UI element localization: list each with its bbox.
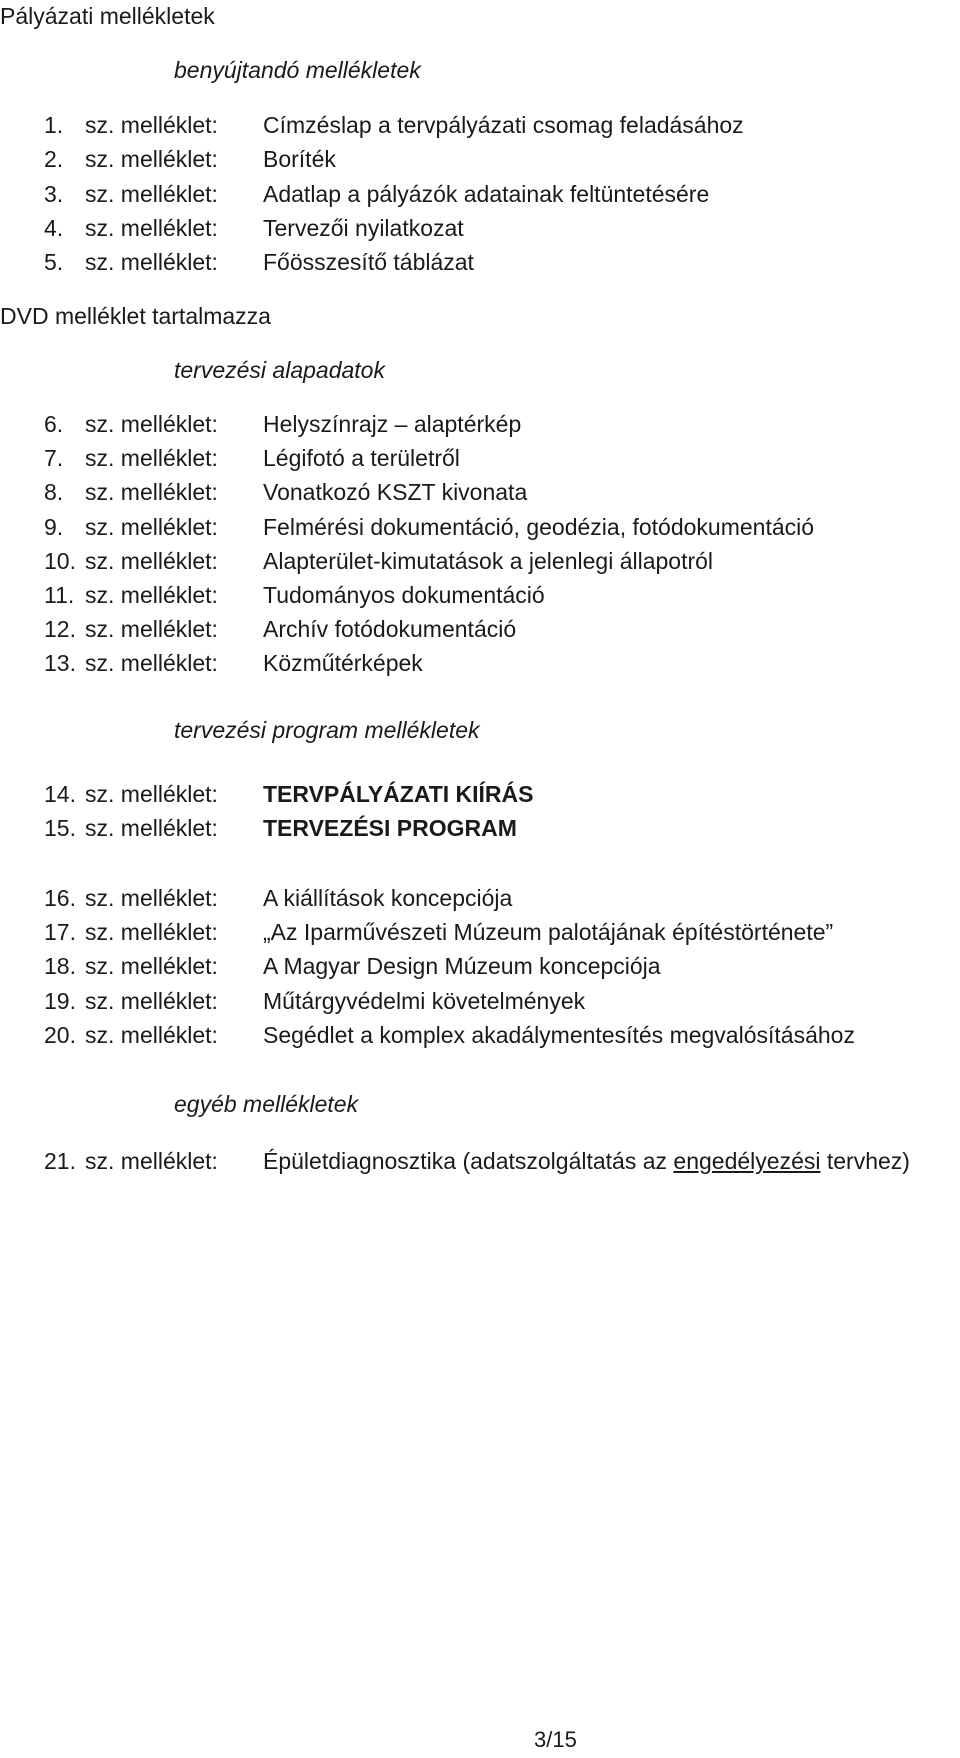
item-number: 1.	[44, 112, 64, 138]
item-number: 15.	[44, 815, 76, 841]
item-number: 4.	[44, 215, 64, 241]
item-description: Adatlap a pályázók adatainak feltüntetésére	[263, 181, 710, 207]
page-title: Pályázati mellékletek	[0, 3, 215, 29]
item-description: Közműtérképek	[263, 650, 423, 676]
item-number: 14.	[44, 781, 76, 807]
item-description: Főösszesítő táblázat	[263, 249, 474, 275]
item-description	[263, 1147, 910, 1175]
item-prefix: sz. melléklet:	[85, 953, 218, 979]
item-number: 18.	[44, 953, 76, 979]
list-item	[0, 581, 960, 609]
item-prefix: sz. melléklet:	[85, 548, 218, 574]
item-description: Légifotó a területről	[263, 445, 460, 471]
item-number: 13.	[44, 650, 76, 676]
item-number: 2.	[44, 146, 64, 172]
item-number: 16.	[44, 885, 76, 911]
item-description: Műtárgyvédelmi követelmények	[263, 988, 586, 1014]
item-description: Tudományos dokumentáció	[263, 582, 545, 608]
section-heading-alapadatok: tervezési alapadatok	[174, 357, 385, 383]
item-number: 3.	[44, 181, 64, 207]
item-description-part: Épületdiagnosztika (adatszolgáltatás az	[263, 1148, 674, 1174]
item-prefix: sz. melléklet:	[85, 616, 218, 642]
list-item	[0, 444, 960, 472]
item-description: TERVPÁLYÁZATI KIÍRÁS	[263, 781, 534, 807]
item-description-part: tervhez)	[820, 1148, 910, 1174]
item-prefix: sz. melléklet:	[85, 815, 218, 841]
item-number: 11.	[44, 582, 75, 608]
item-prefix: sz. melléklet:	[85, 146, 218, 172]
item-prefix: sz. melléklet:	[85, 411, 218, 437]
section-heading-benyujtando: benyújtandó mellékletek	[174, 57, 421, 83]
list-item	[0, 1147, 960, 1175]
list-item	[0, 145, 960, 173]
item-prefix: sz. melléklet:	[85, 181, 218, 207]
item-description: Címzéslap a tervpályázati csomag feladásához	[263, 112, 744, 138]
item-description: Vonatkozó KSZT kivonata	[263, 479, 528, 505]
section-heading-program: tervezési program mellékletek	[174, 717, 480, 743]
item-description: TERVEZÉSI PROGRAM	[263, 815, 517, 841]
item-description: „Az Iparművészeti Múzeum palotájának építéstörténete”	[263, 919, 834, 945]
list-item	[0, 952, 960, 980]
list-item	[0, 649, 960, 677]
item-prefix: sz. melléklet:	[85, 988, 218, 1014]
item-number: 19.	[44, 988, 76, 1014]
item-number: 5.	[44, 249, 64, 275]
list-item	[0, 513, 960, 541]
item-prefix: sz. melléklet:	[85, 582, 218, 608]
item-number: 6.	[44, 411, 64, 437]
item-prefix: sz. melléklet:	[85, 1148, 218, 1174]
list-item	[0, 248, 960, 276]
page-number: 3/15	[534, 1727, 577, 1752]
item-number: 12.	[44, 616, 76, 642]
item-description: Helyszínrajz – alaptérkép	[263, 411, 522, 437]
list-item	[0, 780, 960, 808]
item-prefix: sz. melléklet:	[85, 1022, 218, 1048]
item-number: 8.	[44, 479, 64, 505]
list-item	[0, 111, 960, 139]
item-description: Felmérési dokumentáció, geodézia, fotódokumentáció	[263, 514, 815, 540]
item-prefix: sz. melléklet:	[85, 112, 218, 138]
item-description-underlined: engedélyezési	[673, 1148, 821, 1174]
item-number: 9.	[44, 514, 64, 540]
item-prefix: sz. melléklet:	[85, 885, 218, 911]
item-prefix: sz. melléklet:	[85, 479, 218, 505]
item-description: A kiállítások koncepciója	[263, 885, 513, 911]
item-description: A Magyar Design Múzeum koncepciója	[263, 953, 661, 979]
item-description: Tervezői nyilatkozat	[263, 215, 464, 241]
list-item	[0, 987, 960, 1015]
item-number: 20.	[44, 1022, 76, 1048]
item-prefix: sz. melléklet:	[85, 650, 218, 676]
list-item	[0, 814, 960, 842]
item-prefix: sz. melléklet:	[85, 215, 218, 241]
item-prefix: sz. melléklet:	[85, 514, 218, 540]
list-item	[0, 478, 960, 506]
list-item	[0, 884, 960, 912]
list-item	[0, 615, 960, 643]
item-description: Archív fotódokumentáció	[263, 616, 517, 642]
list-item	[0, 214, 960, 242]
item-prefix: sz. melléklet:	[85, 781, 218, 807]
list-item	[0, 547, 960, 575]
item-number: 7.	[44, 445, 64, 471]
item-prefix: sz. melléklet:	[85, 445, 218, 471]
section-heading-egyeb: egyéb mellékletek	[174, 1091, 359, 1117]
item-number: 17.	[44, 919, 76, 945]
item-number: 10.	[44, 548, 76, 574]
item-description: Alapterület-kimutatások a jelenlegi állapotról	[263, 548, 714, 574]
item-prefix: sz. melléklet:	[85, 249, 218, 275]
list-item	[0, 1021, 960, 1049]
dvd-heading: DVD melléklet tartalmazza	[0, 303, 271, 329]
item-prefix: sz. melléklet:	[85, 919, 218, 945]
list-item	[0, 410, 960, 438]
item-description: Boríték	[263, 146, 336, 172]
list-item	[0, 918, 960, 946]
list-item	[0, 180, 960, 208]
item-description: Segédlet a komplex akadálymentesítés megvalósításához	[263, 1022, 855, 1048]
item-number: 21.	[44, 1148, 76, 1174]
